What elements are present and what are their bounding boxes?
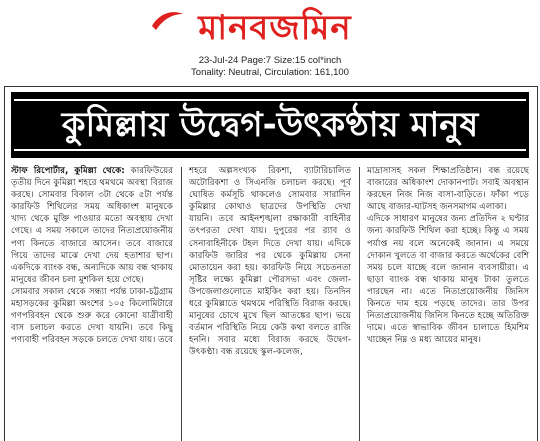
column-divider <box>359 167 360 441</box>
article-paragraph: মাদ্রাসাসহ সকল শিক্ষাপ্রতিষ্ঠান। বন্ধ রয়েছে বাজারের অধিকাংশ দোকানপাট। সবাই অবস্থান করছেন নিজ নিজ বাসা-বাড়িতে। ফাঁকা পড়ে আছে বাজার-ঘাটসহ জনসমাগম এলাকা। <box>367 166 529 213</box>
clipping-meta-tonality: Tonality: Neutral, Circulation: 161,100 <box>191 67 349 78</box>
article-lead-text: কারফিউয়ের তৃতীয় দিনে কুমিল্লা শহরে থমথমে অবস্থা বিরাজ করছে। সোমবার বিকাল ৩টা থেকে ৫টা পর্যন্ত কারফিউ শিথিলের সময় অধিকাংশ মানুষকে খাদ্য থেকে মুক্তি পাওয়ার মতো অবস্থায় দেখা গেছে। এ সময় সকালে তাদের নিত্যপ্রয়োজনীয় পণ্য কিনতে বাজারে আসেন। তবে বাজারে গিয়ে তাদের মাঝে দেখা দেয় হতাশার ছাপ। একদিকে ব্যাংক বন্ধ, অন্যদিকে আয় বন্ধ থাকায় মানুষের জীবন চলা মুশকিল হয়ে গেছে। <box>11 166 173 285</box>
article-column-2 <box>189 165 351 441</box>
article-column-3 <box>367 165 529 441</box>
headline-band <box>11 92 529 158</box>
newspaper-masthead <box>150 2 400 52</box>
article-byline: স্টাফ রিপোর্টার, কুমিল্লা থেকে: <box>11 166 125 176</box>
article-body <box>11 165 531 441</box>
article-paragraph: এদিকে সাধারণ মানুষের জন্য প্রতিদিন ২ ঘণ্টার জন্য কারফিউ শিথিল করা হচ্ছে। কিন্তু এ সময় পর্যাপ্ত নয় বলে অনেকেই জানান। এ সময়ে দোকান খুলতে বা বাজার করতে অর্থেকের বেশি সময় চলে যাচ্ছে বলে জানান ব্যবসায়ীরা। এ ছাড়া ব্যাংক বন্ধ থাকায় মানুষ টাকা তুলতে পারছেন না। এতে নিত্যপ্রয়োজনীয় জিনিস কিনতে দাম হয়ে পড়ছে তাদের। তার উপর নিত্যপ্রয়োজনীয় জিনিস কিনতে হচ্ছে অতিরিক্ত দামে। এতে স্বাভাবিক জীবন চালাতে হিমশিম খাচ্ছেন নিম্ন ও মধ্য আয়ের মানুষ। <box>367 214 529 346</box>
article-paragraph: শহরে অল্পসংখ্যক রিকশা, ব্যাটারিচালিত অটোরিকশা ও সিএনজি চলাচল করছে। পূর্ব ঘোষিত কর্মসূচি থাকলেও সোমবার সারাদিন কুমিল্লার কোথাও ছাত্রদের উপস্থিতি দেখা যায়নি। তবে আইনশৃঙ্খলা রক্ষাকারী বাহিনীর তৎপরতা দেখা যায়। দুপুরের পর র‌্যাব ও সেনাবাহিনীকে টহল দিতে দেখা যায়। এদিকে কারফিউ জারির পর থেকে কুমিল্লায় সেনা মোতায়েন করা হয়। কারফিউ নিয়ে সচেতনতা সৃষ্টির লক্ষ্যে কুমিল্লা পৌরসভা এবং জেলা-উপজেলাগুলোতে মাইকিং করা হয়। তিনদিন ধরে কুমিল্লাতে থমথমে পরিস্থিতি বিরাজ করছে। মানুষের চোখে মুখে ছিল আতঙ্কের ছাপ। ভয়ে বর্তমান পরিস্থিতি নিয়ে কেউ কথা বলতে রাজি হননি। সবার মধ্যে বিরাজ করছে উদ্বেগ-উৎকণ্ঠা। বন্ধ রয়েছে স্কুল-কলেজ, <box>189 166 351 358</box>
article-headline: কুমিল্লায় উদ্বেগ-উৎকণ্ঠায় মানুষ <box>61 105 479 145</box>
news-clipping <box>4 86 538 441</box>
article-paragraph: সোমবার সকাল থেকে সন্ধ্যা পর্যন্ত ঢাকা-চট্টগ্রাম মহাসড়কের কুমিল্লা অংশের ১০৫ কিলোমিটারে গণপরিবহন থেকে শুরু করে কোনো যাত্রীবাহী বাস চলাচল করতে দেখা যায়নি। তবে কিছু পণ্যবাহী পরিবহন সড়কে চলতে দেখা যায়। তবে <box>11 286 173 346</box>
column-divider <box>181 167 182 441</box>
article-paragraph <box>11 165 173 286</box>
clipping-meta-date: 23-Jul-24 Page:7 Size:15 col*inch <box>198 55 342 66</box>
masthead-title: মানবজমিন <box>198 8 352 48</box>
article-column-1 <box>11 165 173 441</box>
